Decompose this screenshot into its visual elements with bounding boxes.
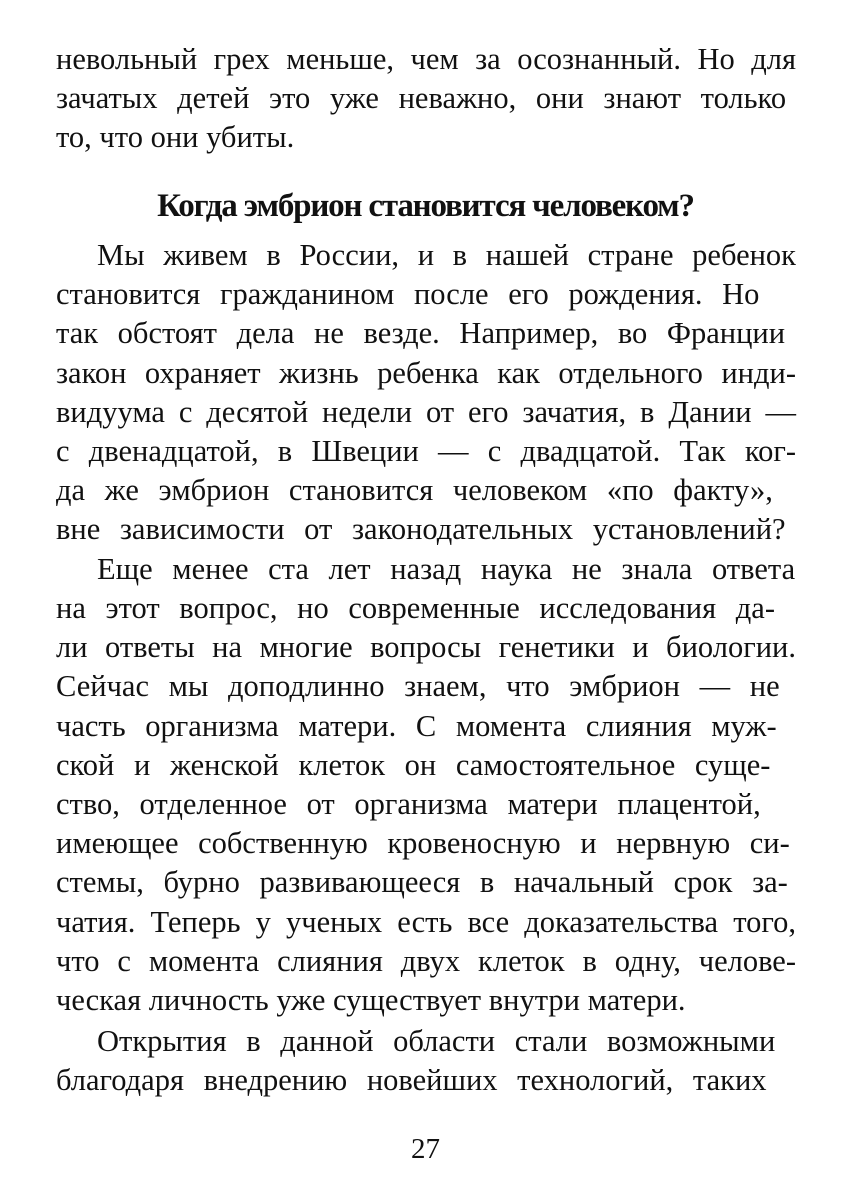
text-line [0, 1021, 851, 1061]
text-line [0, 902, 851, 942]
text-line [0, 588, 851, 628]
text-line [0, 823, 851, 863]
text-line [0, 980, 851, 1020]
line-text: так обстоят дела не везде. Например, во Франции [56, 316, 786, 350]
line-text: ческая личность уже существует внутри матери. [56, 983, 686, 1017]
line-text: чатия. Теперь у ученых есть все доказательства того, [56, 905, 796, 939]
text-line [0, 78, 851, 118]
text-line [0, 862, 851, 902]
line-text: имеющее собственную кровеносную и нервную си- [56, 826, 790, 860]
line-text: Открытия в данной области стали возможными [97, 1024, 776, 1058]
text-line [0, 706, 851, 746]
text-line [0, 666, 851, 706]
line-text: Еще менее ста лет назад наука не знала ответа [97, 552, 796, 586]
text-line [0, 274, 851, 314]
line-text: ство, отделенное от организма матери плацентой, [56, 787, 761, 821]
text-line [0, 392, 851, 432]
page-number: 27 [411, 1133, 440, 1165]
line-text: что с момента слияния двух клеток в одну, челове- [56, 944, 796, 978]
section-heading: Когда эмбрион становится человеком? [157, 188, 694, 224]
line-text: с двенадцатой, в Швеции — с двадцатой. Так ког- [56, 434, 796, 468]
text-line [0, 509, 851, 549]
line-text: благодаря внедрению новейших технологий, таких [56, 1063, 767, 1097]
text-line [0, 117, 851, 157]
line-text: зачатых детей это уже неважно, они знают только [56, 81, 787, 115]
line-text: ли ответы на многие вопросы генетики и биологии. [56, 630, 796, 664]
line-text: закон охраняет жизнь ребенка как отдельного инди- [56, 356, 796, 390]
text-line [0, 941, 851, 981]
text-line [0, 784, 851, 824]
line-text: часть организма матери. С момента слияния муж- [56, 709, 777, 743]
line-text: Мы живем в России, и в нашей стране ребенок [97, 238, 796, 272]
text-line [0, 431, 851, 471]
text-line [0, 313, 851, 353]
line-text: Сейчас мы доподлинно знаем, что эмбрион — не [56, 669, 780, 703]
line-text: ской и женской клеток он самостоятельное суще- [56, 748, 771, 782]
line-text: на этот вопрос, но современные исследования да- [56, 591, 775, 625]
text-line [0, 627, 851, 667]
line-text: видуума с десятой недели от его зачатия, в Дании — [56, 395, 796, 429]
line-text: становится гражданином после его рождения. Но [56, 277, 760, 311]
text-line [0, 745, 851, 785]
line-text: невольный грех меньше, чем за осознанный. Но для [56, 42, 796, 76]
text-line [0, 235, 851, 275]
text-line [0, 353, 851, 393]
line-text: то, что они убиты. [56, 120, 295, 154]
text-line [0, 470, 851, 510]
line-text: вне зависимости от законодательных установлений? [56, 512, 786, 546]
line-text: да же эмбрион становится человеком «по факту», [56, 473, 773, 507]
line-text: стемы, бурно развивающееся в начальный срок за- [56, 865, 788, 899]
text-line [0, 39, 851, 79]
text-line [0, 549, 851, 589]
text-line [0, 1060, 851, 1100]
